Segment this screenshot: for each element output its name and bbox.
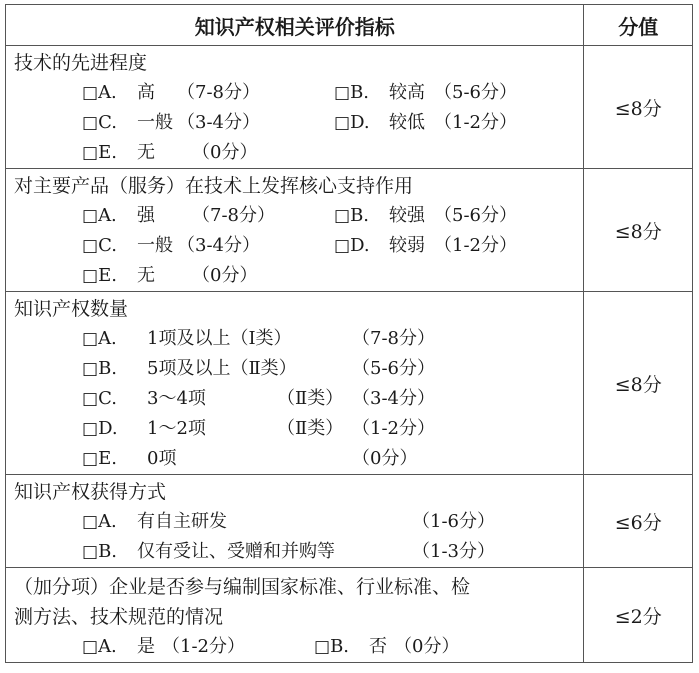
section-title: 知识产权获得方式	[14, 481, 167, 503]
evaluation-table	[5, 4, 693, 663]
score-cell: ≤8分	[584, 46, 693, 169]
checkbox-icon[interactable]: □	[334, 206, 351, 226]
option-a[interactable]: □A. 1项及以上（Ⅰ类） （7-8分）	[82, 328, 435, 349]
checkbox-icon[interactable]: □	[82, 236, 99, 256]
option-c[interactable]: □C. 一般 （3-4分）	[82, 235, 260, 256]
checkbox-icon[interactable]: □	[82, 266, 99, 286]
option-e[interactable]: □E. 0项 （0分）	[82, 448, 418, 469]
section-title: 知识产权数量	[14, 298, 129, 320]
option-a[interactable]: □A. 是 （1-2分）	[82, 636, 245, 657]
header-row	[6, 5, 693, 46]
option-d[interactable]: □D. 较弱 （1-2分）	[334, 235, 517, 256]
checkbox-icon[interactable]: □	[82, 113, 99, 133]
checkbox-icon[interactable]: □	[82, 329, 99, 349]
section-title: （加分项）企业是否参与编制国家标准、行业标准、检	[14, 576, 471, 598]
option-a[interactable]: □A. 有自主研发 （1-6分）	[82, 511, 495, 532]
checkbox-icon[interactable]: □	[82, 542, 99, 562]
option-e[interactable]: □E. 无 （0分）	[82, 142, 258, 163]
section-title-continued: 测方法、技术规范的情况	[14, 606, 224, 628]
checkbox-icon[interactable]: □	[82, 359, 99, 379]
section-advancement	[6, 46, 693, 169]
option-d[interactable]: □D. 1～2项 （Ⅱ类） （1-2分）	[82, 418, 435, 439]
checkbox-icon[interactable]: □	[82, 637, 99, 657]
score-cell: ≤8分	[584, 169, 693, 292]
option-c[interactable]: □C. 一般 （3-4分）	[82, 112, 260, 133]
section-ip-quantity	[6, 292, 693, 475]
checkbox-icon[interactable]: □	[82, 389, 99, 409]
option-b[interactable]: □B. 仅有受让、受赠和并购等 （1-3分）	[82, 541, 495, 562]
indicator-cell	[6, 292, 584, 475]
checkbox-icon[interactable]: □	[82, 449, 99, 469]
option-a[interactable]: □A. 强 （7-8分）	[82, 205, 275, 226]
section-title: 对主要产品（服务）在技术上发挥核心支持作用	[14, 175, 414, 197]
option-b[interactable]: □B. 较高 （5-6分）	[334, 82, 517, 103]
option-c[interactable]: □C. 3～4项 （Ⅱ类） （3-4分）	[82, 388, 435, 409]
checkbox-icon[interactable]: □	[82, 143, 99, 163]
score-cell: ≤2分	[584, 568, 693, 663]
checkbox-icon[interactable]: □	[82, 512, 99, 532]
score-cell: ≤8分	[584, 292, 693, 475]
checkbox-icon[interactable]: □	[82, 83, 99, 103]
indicator-cell	[6, 568, 584, 663]
section-ip-acquisition	[6, 475, 693, 568]
checkbox-icon[interactable]: □	[334, 236, 351, 256]
section-title: 技术的先进程度	[14, 52, 148, 74]
option-a[interactable]: □A. 高 （7-8分）	[82, 82, 260, 103]
option-b[interactable]: □B. 5项及以上（Ⅱ类） （5-6分）	[82, 358, 435, 379]
checkbox-icon[interactable]: □	[314, 637, 331, 657]
indicator-cell	[6, 169, 584, 292]
indicator-header: 知识产权相关评价指标	[6, 5, 584, 46]
checkbox-icon[interactable]: □	[82, 419, 99, 439]
option-b[interactable]: □B. 较强 （5-6分）	[334, 205, 517, 226]
option-b[interactable]: □B. 否 （0分）	[314, 636, 460, 657]
checkbox-icon[interactable]: □	[82, 206, 99, 226]
score-header: 分值	[584, 5, 693, 46]
indicator-cell	[6, 475, 584, 568]
option-e[interactable]: □E. 无 （0分）	[82, 265, 258, 286]
section-bonus-standards	[6, 568, 693, 663]
score-cell: ≤6分	[584, 475, 693, 568]
checkbox-icon[interactable]: □	[334, 113, 351, 133]
checkbox-icon[interactable]: □	[334, 83, 351, 103]
option-d[interactable]: □D. 较低 （1-2分）	[334, 112, 517, 133]
indicator-cell	[6, 46, 584, 169]
section-core-support	[6, 169, 693, 292]
